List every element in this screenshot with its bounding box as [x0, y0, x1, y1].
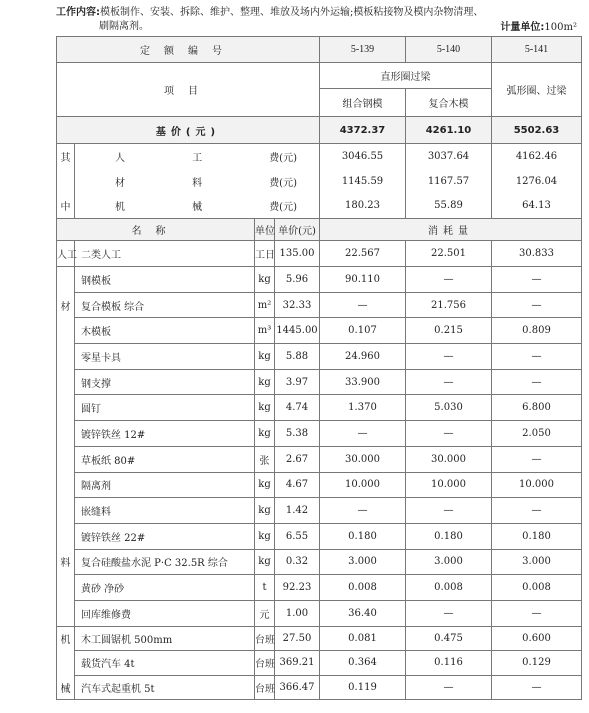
machine-side-spacer — [57, 651, 75, 676]
machine-unit: 台班 — [255, 651, 275, 676]
material-side-spacer — [57, 575, 75, 601]
machine-row — [57, 626, 582, 651]
labor-row-unit: 工日 — [255, 241, 275, 267]
material-side-spacer — [57, 523, 75, 549]
machine-row — [57, 675, 582, 700]
material-row — [57, 292, 582, 318]
machines-section — [57, 626, 582, 700]
machine-value-3: 0.129 — [492, 651, 582, 676]
material-value-3: 0.180 — [492, 523, 582, 549]
material-price: 1445.00 — [275, 318, 320, 344]
material-value-2: 30.000 — [406, 446, 492, 472]
machine-value-2: 0.116 — [406, 651, 492, 676]
material-value-2: 0.180 — [406, 523, 492, 549]
labor-row-value-2: 22.501 — [406, 241, 492, 267]
material-unit: kg — [255, 498, 275, 524]
machine-side-label-top: 机 — [57, 626, 75, 651]
material-value-2: 10.000 — [406, 472, 492, 498]
material-price: 5.96 — [275, 267, 320, 293]
col-composite-wood: 复合木模 — [406, 89, 492, 117]
labor-cost-2: 3037.64 — [406, 144, 492, 169]
material-row — [57, 421, 582, 447]
material-unit: kg — [255, 395, 275, 421]
material-row — [57, 369, 582, 395]
material-price: 1.42 — [275, 498, 320, 524]
quota-code-label: 定额编号 — [57, 37, 320, 63]
material-value-2: — — [406, 600, 492, 626]
material-value-3: — — [492, 369, 582, 395]
material-value-2: 5.030 — [406, 395, 492, 421]
col-arc-beam: 弧形圈、过梁 — [492, 63, 582, 117]
material-name: 复合模板 综合 — [75, 292, 255, 318]
code-5-139: 5-139 — [320, 37, 406, 63]
material-value-1: 90.110 — [320, 267, 406, 293]
material-value-1: 1.370 — [320, 395, 406, 421]
material-value-1: 30.000 — [320, 446, 406, 472]
machine-cost-2: 55.89 — [406, 194, 492, 219]
machine-price: 27.50 — [275, 626, 320, 651]
material-value-2: — — [406, 498, 492, 524]
unit-price-header: 单价(元) — [275, 219, 320, 241]
material-row — [57, 549, 582, 575]
material-value-1: 0.180 — [320, 523, 406, 549]
material-side-label-bottom: 料 — [57, 549, 75, 575]
material-name: 钢支撑 — [75, 369, 255, 395]
machine-value-2: 0.475 — [406, 626, 492, 651]
material-unit: 元 — [255, 600, 275, 626]
material-value-3: 3.000 — [492, 549, 582, 575]
material-unit: kg — [255, 549, 275, 575]
material-price: 1.00 — [275, 600, 320, 626]
material-value-1: — — [320, 498, 406, 524]
machine-value-3: — — [492, 675, 582, 700]
machine-price: 369.21 — [275, 651, 320, 676]
materials-section — [57, 267, 582, 627]
material-name: 黄砂 净砂 — [75, 575, 255, 601]
material-price: 2.67 — [275, 446, 320, 472]
machine-unit: 台班 — [255, 626, 275, 651]
machine-cost-1: 180.23 — [320, 194, 406, 219]
material-name: 复合硅酸盐水泥 P·C 32.5R 综合 — [75, 549, 255, 575]
material-row — [57, 395, 582, 421]
machine-value-1: 0.364 — [320, 651, 406, 676]
material-name: 嵌缝料 — [75, 498, 255, 524]
material-name: 钢模板 — [75, 267, 255, 293]
material-value-3: 10.000 — [492, 472, 582, 498]
name-header: 名称 — [57, 219, 255, 241]
material-row — [57, 344, 582, 370]
material-price: 0.32 — [275, 549, 320, 575]
material-name: 隔离剂 — [75, 472, 255, 498]
machine-name: 汽车式起重机 5t — [75, 675, 255, 700]
among-label-bottom: 中 — [57, 194, 75, 219]
material-price: 92.23 — [275, 575, 320, 601]
base-price-2: 4261.10 — [406, 117, 492, 144]
material-cost-1: 1145.59 — [320, 169, 406, 194]
material-name: 零星卡具 — [75, 344, 255, 370]
material-cost-label: 材 料 费(元) — [75, 169, 320, 194]
machine-price: 366.47 — [275, 675, 320, 700]
material-value-3: — — [492, 446, 582, 472]
material-unit: t — [255, 575, 275, 601]
material-side-spacer — [57, 395, 75, 421]
material-name: 草板纸 80# — [75, 446, 255, 472]
material-value-2: — — [406, 267, 492, 293]
machine-unit: 台班 — [255, 675, 275, 700]
material-value-2: — — [406, 421, 492, 447]
machine-row — [57, 651, 582, 676]
among-label-spacer — [57, 169, 75, 194]
material-value-3: 2.050 — [492, 421, 582, 447]
material-side-spacer — [57, 267, 75, 293]
work-content-label: 工作内容: — [56, 7, 100, 18]
material-value-1: 33.900 — [320, 369, 406, 395]
base-price-label: 基价(元) — [57, 117, 320, 144]
material-price: 5.38 — [275, 421, 320, 447]
machine-name: 木工圆锯机 500mm — [75, 626, 255, 651]
labor-side-label: 人工 — [57, 241, 75, 267]
code-5-140: 5-140 — [406, 37, 492, 63]
labor-row-name: 二类人工 — [75, 241, 255, 267]
code-5-141: 5-141 — [492, 37, 582, 63]
material-side-spacer — [57, 446, 75, 472]
material-price: 5.88 — [275, 344, 320, 370]
unit-value: 100m² — [544, 22, 577, 33]
material-row — [57, 267, 582, 293]
machine-cost-3: 64.13 — [492, 194, 582, 219]
material-value-2: 21.756 — [406, 292, 492, 318]
material-value-3: 6.800 — [492, 395, 582, 421]
material-cost-2: 1167.57 — [406, 169, 492, 194]
labor-cost-1: 3046.55 — [320, 144, 406, 169]
measurement-unit — [500, 18, 577, 33]
base-price-1: 4372.37 — [320, 117, 406, 144]
base-price-3: 5502.63 — [492, 117, 582, 144]
unit-header: 单位 — [255, 219, 275, 241]
material-value-2: 0.008 — [406, 575, 492, 601]
material-side-spacer — [57, 421, 75, 447]
material-value-1: 24.960 — [320, 344, 406, 370]
material-value-2: — — [406, 344, 492, 370]
straight-beam-group: 直形圈过梁 — [320, 63, 492, 89]
labor-row-value-1: 22.567 — [320, 241, 406, 267]
material-value-3: — — [492, 498, 582, 524]
unit-label: 计量单位: — [500, 22, 545, 33]
consumption-header: 消耗量 — [320, 219, 582, 241]
material-unit: kg — [255, 369, 275, 395]
material-cost-3: 1276.04 — [492, 169, 582, 194]
machine-value-1: 0.081 — [320, 626, 406, 651]
machine-side-label-bottom: 械 — [57, 675, 75, 700]
material-value-1: 0.008 — [320, 575, 406, 601]
material-side-spacer — [57, 600, 75, 626]
among-label-top: 其 — [57, 144, 75, 169]
labor-cost-3: 4162.46 — [492, 144, 582, 169]
material-row — [57, 318, 582, 344]
labor-row-value-3: 30.833 — [492, 241, 582, 267]
material-name: 镀锌铁丝 12# — [75, 421, 255, 447]
material-value-1: 0.107 — [320, 318, 406, 344]
material-name: 圆钉 — [75, 395, 255, 421]
material-row — [57, 446, 582, 472]
material-value-2: — — [406, 369, 492, 395]
material-price: 4.74 — [275, 395, 320, 421]
material-row — [57, 498, 582, 524]
material-value-1: — — [320, 421, 406, 447]
material-unit: kg — [255, 472, 275, 498]
material-unit: kg — [255, 523, 275, 549]
material-value-3: 0.809 — [492, 318, 582, 344]
material-value-3: — — [492, 292, 582, 318]
machine-cost-label: 机 械 费(元) — [75, 194, 320, 219]
material-value-1: — — [320, 292, 406, 318]
material-unit: kg — [255, 267, 275, 293]
item-label: 项目 — [57, 63, 320, 117]
material-row — [57, 523, 582, 549]
material-price: 3.97 — [275, 369, 320, 395]
machine-name: 载货汽车 4t — [75, 651, 255, 676]
material-value-2: 3.000 — [406, 549, 492, 575]
material-row — [57, 575, 582, 601]
work-content-text-2: 刷隔离剂。 — [99, 21, 149, 32]
quota-table — [56, 36, 582, 700]
material-unit: 张 — [255, 446, 275, 472]
material-side-spacer — [57, 344, 75, 370]
material-value-3: — — [492, 600, 582, 626]
machine-value-1: 0.119 — [320, 675, 406, 700]
material-name: 回库维修费 — [75, 600, 255, 626]
material-value-1: 3.000 — [320, 549, 406, 575]
labor-row-price: 135.00 — [275, 241, 320, 267]
material-value-2: 0.215 — [406, 318, 492, 344]
material-name: 木模板 — [75, 318, 255, 344]
material-side-spacer — [57, 498, 75, 524]
material-side-spacer — [57, 472, 75, 498]
material-unit: kg — [255, 344, 275, 370]
material-row — [57, 472, 582, 498]
material-side-spacer — [57, 318, 75, 344]
material-side-spacer — [57, 369, 75, 395]
material-price: 4.67 — [275, 472, 320, 498]
material-side-label-top: 材 — [57, 292, 75, 318]
material-value-3: 0.008 — [492, 575, 582, 601]
material-price: 6.55 — [275, 523, 320, 549]
machine-value-2: — — [406, 675, 492, 700]
col-steel-formwork: 组合钢模 — [320, 89, 406, 117]
material-value-3: — — [492, 344, 582, 370]
material-unit: m² — [255, 292, 275, 318]
material-unit: m³ — [255, 318, 275, 344]
material-value-3: — — [492, 267, 582, 293]
material-name: 镀锌铁丝 22# — [75, 523, 255, 549]
labor-cost-label: 人 工 费(元) — [75, 144, 320, 169]
material-value-1: 10.000 — [320, 472, 406, 498]
material-value-1: 36.40 — [320, 600, 406, 626]
material-price: 32.33 — [275, 292, 320, 318]
work-content-text: 模板制作、安装、拆除、维护、整理、堆放及场内外运输;模板粘接物及模内杂物清理、 — [100, 7, 484, 18]
machine-value-3: 0.600 — [492, 626, 582, 651]
material-row — [57, 600, 582, 626]
material-unit: kg — [255, 421, 275, 447]
